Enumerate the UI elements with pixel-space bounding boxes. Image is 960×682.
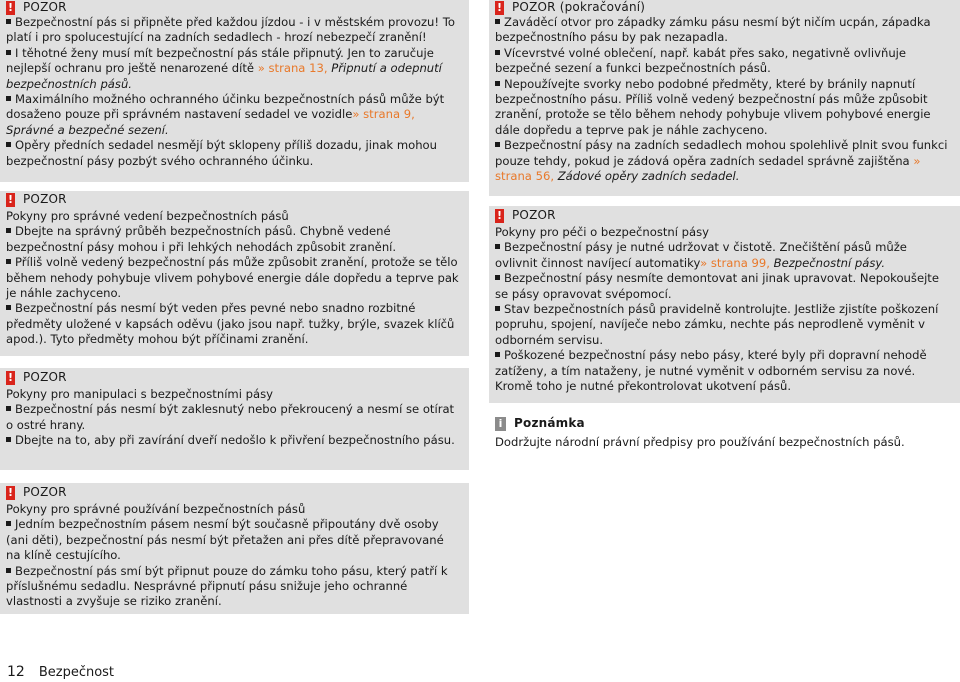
bullet-icon	[6, 406, 11, 411]
note-title: Poznámka	[514, 415, 585, 430]
warning-icon: !	[7, 485, 14, 499]
note-header	[495, 416, 945, 431]
note-section	[495, 416, 945, 450]
bullet-icon	[6, 521, 11, 526]
warning-box-continued	[489, 0, 960, 196]
bullet-icon	[495, 306, 500, 311]
item-text: Jedním bezpečnostním pásem nesmí být současně připoutány dvě osoby (ani děti), bezpečnostní pás nesmí být přetažen ani přes dítě přepravované na klíně cestujícího.	[6, 517, 444, 563]
warning-subtitle: Pokyny pro správné používání bezpečnostních pásů	[6, 502, 306, 516]
item-text: Příliš volně vedený bezpečnostní pás může způsobit zranění, protože se tělo během nehody pohybuje vlivem pohybové energie dále dopředu a teprve pak je náhle zachyceno.	[6, 255, 459, 301]
item-text: Maximálního možného ochranného účinku bezpečnostních pásů může být dosaženo pouze při správném nastavení sedadel ve vozidle	[6, 92, 445, 122]
bullet-icon	[495, 352, 500, 357]
bullet-icon	[495, 275, 500, 280]
item-text: Stav bezpečnostních pásů pravidelně kontrolujte. Jestliže zjistíte poškození popruhu, spojení, navíječe nebo zámku, nechte pás neprodleně vyměnit v odborném servisu.	[495, 302, 939, 347]
page-reference-link[interactable]: » strana 56,	[495, 153, 921, 184]
bullet-icon	[6, 19, 11, 24]
bullet-icon	[6, 228, 11, 233]
warning-title: POZOR	[23, 484, 67, 499]
list-item	[495, 15, 950, 46]
warning-header	[495, 208, 950, 223]
warning-box-belt-handling	[0, 368, 469, 470]
bullet-icon	[6, 50, 11, 55]
item-text: Dbejte na správný průběh bezpečnostních pásů. Chybně vedené bezpečnostní pásy mohou i při lehkých nehodách způsobit zranění.	[6, 224, 397, 254]
list-item	[6, 255, 459, 301]
item-text: I těhotné ženy musí mít bezpečnostní pás stále připnutý. Jen to zaručuje nejlepší ochranu pro ještě nenarozené dítě	[6, 45, 434, 76]
warning-subtitle: Pokyny pro správné vedení bezpečnostních pásů	[6, 209, 289, 223]
reference-title: Připnutí a odepnutí bezpečnostních pásů.	[6, 61, 442, 91]
page-reference-link[interactable]: » strana 99,	[700, 255, 770, 270]
section-name: Bezpečnost	[38, 665, 115, 680]
list-item	[6, 138, 459, 169]
warning-icon: !	[7, 192, 14, 206]
bullet-icon	[6, 568, 11, 573]
reference-title: Bezpečnostní pásy.	[773, 255, 886, 270]
warning-title: POZOR	[512, 207, 556, 222]
warning-title: POZOR	[23, 0, 67, 14]
warning-icon: !	[7, 370, 14, 384]
warning-title: POZOR (pokračování)	[512, 0, 646, 14]
list-item	[495, 46, 950, 77]
item-text: Bezpečnostní pás nesmí být zaklesnutý nebo překroucený a nesmí se otírat o ostré hrany.	[6, 402, 455, 432]
item-text: Bezpečnostní pás nesmí být veden přes pevné nebo snadno rozbitné předměty uložené v kapsách oděvu (jako jsou např. tužky, brýle, svazek klíčů apod.). Tyto předměty mohou být příčinami zranění.	[6, 301, 455, 347]
note-text: Dodržujte národní právní předpisy pro používání bezpečnostních pásů.	[495, 435, 905, 449]
warning-icon: !	[496, 208, 503, 222]
bullet-icon	[495, 81, 500, 86]
warning-icon: !	[496, 0, 503, 14]
item-text: Bezpečnostní pás smí být připnut pouze do zámku toho pásu, který patří k příslušnému sedadlu. Nesprávné připnutí pásu snižuje jeho ochranné vlastnosti a zvyšuje se riziko zranění.	[6, 563, 448, 609]
bullet-icon	[6, 259, 11, 264]
bullet-icon	[6, 305, 11, 310]
warning-icon: !	[7, 0, 14, 14]
warning-header	[6, 0, 459, 15]
warning-box-belt-routing	[0, 191, 469, 356]
warning-title: POZOR	[23, 191, 67, 206]
list-item	[6, 46, 459, 92]
item-text: Bezpečnostní pásy na zadních sedadlech mohou spolehlivě plnit svou funkci pouze tehdy, pokud je zádová opěra zadních sedadel správně zajištěna	[495, 138, 948, 168]
list-item	[495, 77, 950, 139]
list-item	[495, 271, 950, 302]
bullet-icon	[495, 50, 500, 55]
page-footer	[7, 664, 114, 680]
warning-subtitle: Pokyny pro péči o bezpečnostní pásy	[495, 225, 710, 239]
item-text: Dbejte na to, aby při zavírání dveří nedošlo k přivření bezpečnostního pásu.	[15, 433, 455, 448]
reference-title: Zádové opěry zadních sedadel.	[557, 169, 740, 184]
list-item	[495, 138, 950, 184]
item-text: Vícevrstvé volné oblečení, např. kabát přes sako, negativně ovlivňuje bezpečné sezení a funkci bezpečnostních pásů.	[495, 45, 907, 76]
bullet-icon	[6, 437, 11, 442]
page-reference-link[interactable]: » strana 9,	[352, 107, 415, 122]
list-item	[6, 517, 459, 563]
item-text: Bezpečnostní pásy je nutné udržovat v čistotě. Znečištění pásů může ovlivnit činnost navíjecí automatiky	[495, 240, 907, 270]
bullet-icon	[495, 19, 500, 24]
list-item	[495, 302, 950, 348]
page-reference-link[interactable]: » strana 13,	[257, 61, 328, 76]
warning-header	[6, 370, 459, 385]
warning-title: POZOR	[23, 369, 67, 384]
list-item	[6, 92, 459, 138]
reference-title: Správné a bezpečné sezení.	[6, 122, 169, 137]
warning-box-belt-usage	[0, 483, 469, 614]
item-text: Bezpečnostní pás si připněte před každou jízdou - i v městském provozu! To platí i pro spolucestující na zadních sedadlech - hrozí nebezpečí zranění!	[6, 15, 455, 45]
item-text: Nepoužívejte svorky nebo podobné předměty, které by bránily napnutí bezpečnostního pásu. Příliš volně vedený bezpečnostní pás může způsobit zranění, protože se tělo během nehody pohybuje vlivem pohybové energie dále dopředu a teprve pak je náhle zachyceno.	[495, 76, 931, 137]
bullet-icon	[6, 96, 11, 101]
list-item	[6, 402, 459, 433]
info-icon: i	[495, 417, 506, 431]
page-number: 12	[7, 664, 25, 680]
warning-header	[6, 485, 459, 500]
warning-header	[6, 192, 459, 207]
list-item	[6, 15, 459, 46]
warning-header	[495, 0, 950, 15]
item-text: Opěry předních sedadel nesmějí být sklopeny příliš dozadu, jinak mohou bezpečnostní pásy pozbýt svého ochranného účinku.	[6, 138, 437, 168]
list-item	[6, 301, 459, 347]
bullet-icon	[495, 244, 500, 249]
list-item	[6, 224, 459, 255]
bullet-icon	[495, 142, 500, 147]
list-item	[495, 348, 950, 394]
warning-box-belt-care	[489, 206, 960, 403]
warning-box-belt-general	[0, 0, 469, 182]
bullet-icon	[6, 142, 11, 147]
item-text: Poškozené bezpečnostní pásy nebo pásy, které byly při dopravní nehodě zatíženy, a tím nataženy, je nutné vyměnit v odborném servisu za nové. Kromě toho je nutné překontrolovat ukotvení pásů.	[495, 348, 927, 394]
item-text: Zaváděcí otvor pro západky zámku pásu nesmí být ničím ucpán, západka bezpečnostního pásu by pak nezapadla.	[495, 15, 931, 45]
list-item	[6, 564, 459, 610]
list-item	[495, 240, 950, 271]
item-text: Bezpečnostní pásy nesmíte demontovat ani jinak upravovat. Nepokoušejte se pásy opravovat svépomocí.	[495, 271, 939, 301]
warning-subtitle: Pokyny pro manipulaci s bezpečnostními pásy	[6, 387, 273, 401]
list-item	[6, 433, 459, 448]
